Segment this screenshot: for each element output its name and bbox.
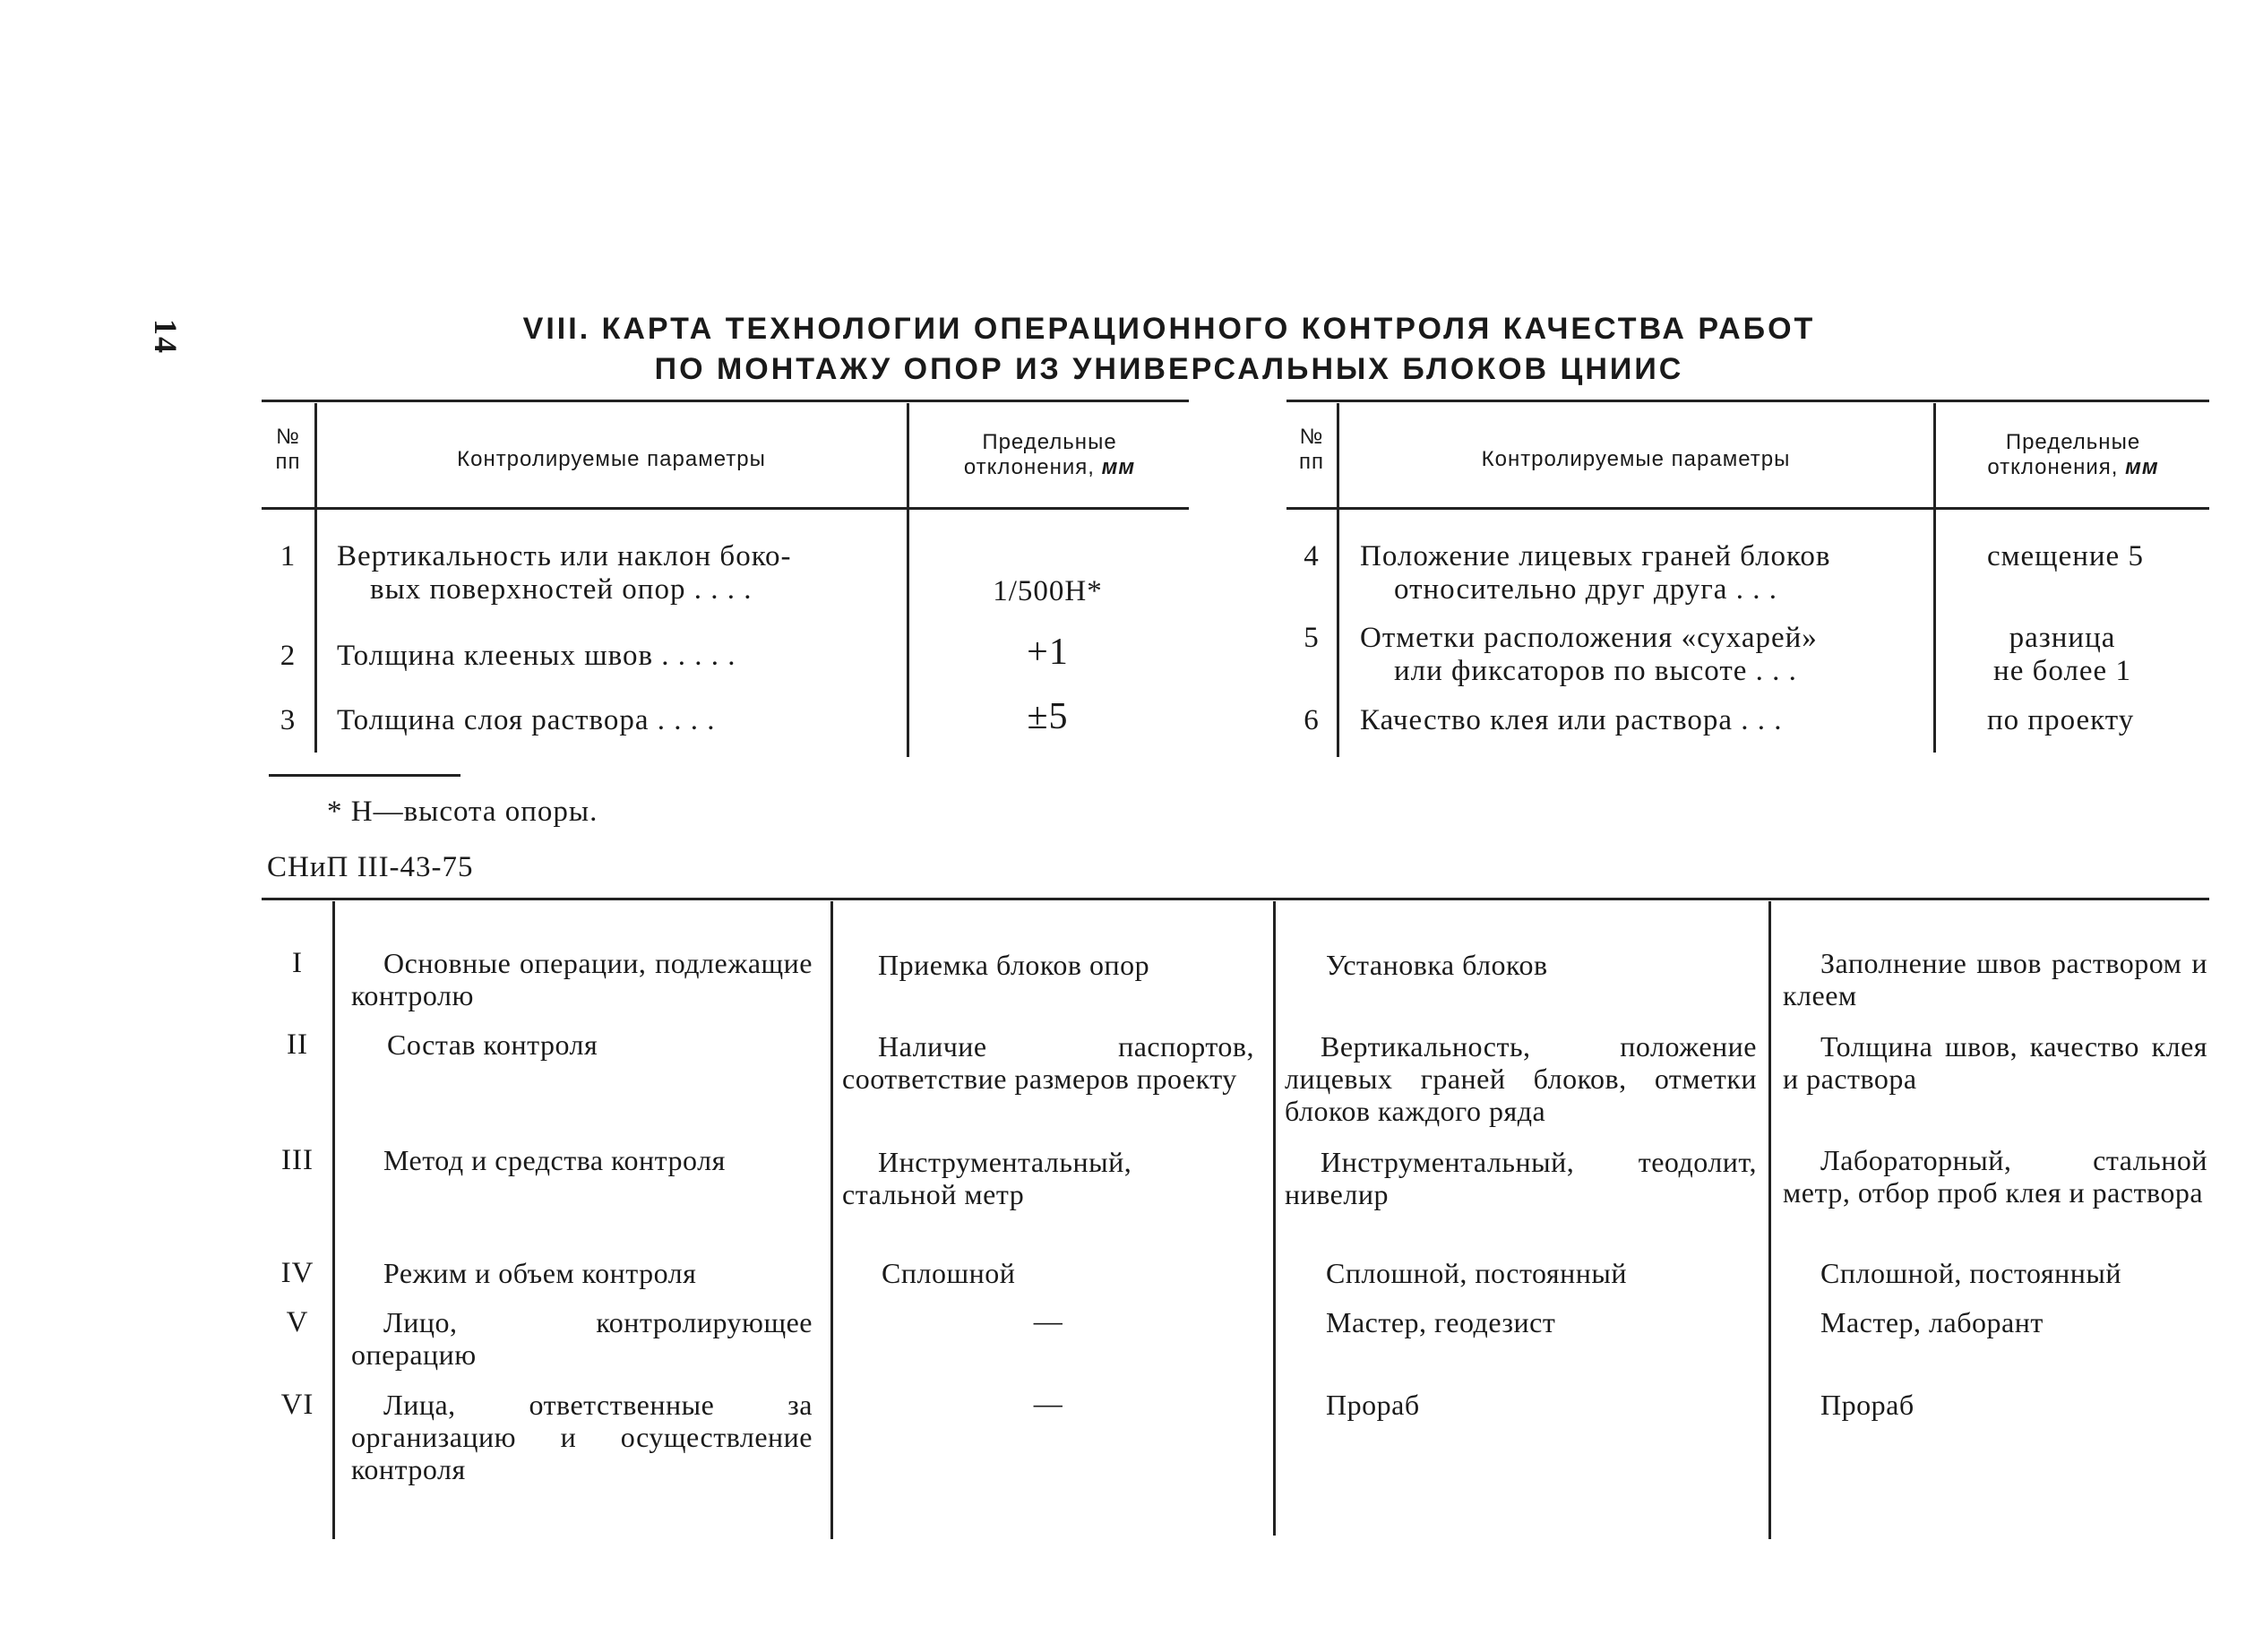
snip-reference: СНиП III-43-75 (267, 851, 474, 883)
row-deviation: смещение 5 (1987, 540, 2144, 572)
column-divider (1768, 901, 1771, 1539)
page-number: 14 (148, 319, 184, 355)
table-rule (262, 507, 1189, 510)
row-roman-numeral: III (281, 1144, 314, 1176)
row-cell-installation: Инструментальный, теодолит, нивелир (1285, 1146, 1757, 1210)
row-parameter: Толщина клееных швов . . . . . (337, 640, 736, 672)
row-parameter: Качество клея или раствора . . . (1360, 704, 1783, 736)
row-label: Основные операции, подлежащие контролю (351, 947, 813, 1011)
row-roman-numeral: II (287, 1028, 308, 1061)
document-title-line2: ПО МОНТАЖУ ОПОР ИЗ УНИВЕРСАЛЬНЫХ БЛОКОВ ЦНИИС (654, 352, 1684, 386)
row-roman-numeral: IV (280, 1257, 314, 1289)
row-number: 6 (1304, 704, 1320, 736)
header-number-abbr: пп (1299, 450, 1324, 474)
row-label: Состав контроля (387, 1028, 598, 1061)
row-cell-installation: Мастер, геодезист (1326, 1306, 1556, 1338)
row-roman-numeral: I (292, 947, 303, 979)
row-deviation: разница (2009, 622, 2116, 654)
row-roman-numeral: V (286, 1306, 309, 1338)
row-number: 3 (280, 704, 297, 736)
row-parameter: Отметки расположения «сухарей» (1360, 622, 1818, 654)
row-cell-installation: Установка блоков (1326, 949, 1548, 981)
row-cell-joint-filling: Прораб (1820, 1389, 1915, 1421)
header-number-abbr: пп (275, 450, 301, 474)
column-divider (1273, 901, 1276, 1536)
row-number: 1 (280, 540, 297, 572)
header-number (1286, 425, 1337, 475)
footnote: * Н—высота опоры. (327, 796, 598, 828)
row-cell-acceptance: Сплошной (882, 1257, 1016, 1289)
header-deviations (910, 430, 1189, 480)
column-divider (830, 901, 833, 1539)
header-deviations-unit: мм (2125, 455, 2159, 479)
column-divider (1337, 403, 1339, 757)
row-cell-installation: Сплошной, постоянный (1326, 1257, 1627, 1289)
header-deviations-line1: Предельные (982, 430, 1117, 454)
header-deviations (1937, 430, 2209, 480)
row-parameter: Вертикальность или наклон боко- (337, 540, 792, 572)
row-deviation: по проекту (1987, 704, 2135, 736)
row-deviation: ±5 (1027, 696, 1069, 737)
table-rule (1286, 507, 2209, 510)
row-parameter: Толщина слоя раствора . . . . (337, 704, 716, 736)
header-deviations-line1: Предельные (2005, 430, 2141, 454)
header-number-sign: № (276, 425, 300, 449)
document-title-line1: VIII. КАРТА ТЕХНОЛОГИИ ОПЕРАЦИОННОГО КОНТРОЛЯ КАЧЕСТВА РАБОТ (522, 312, 1816, 346)
header-deviations-line2: отклонения, (963, 455, 1095, 479)
row-cell-acceptance: — (1033, 1387, 1063, 1419)
row-cell-joint-filling: Лабораторный, стальной метр, отбор проб клея и раствора (1783, 1144, 2207, 1209)
row-cell-acceptance: — (1033, 1304, 1063, 1337)
header-deviations-line2: отклонения, (1987, 455, 2119, 479)
column-divider (314, 403, 317, 753)
row-label: Лицо, контролирующее операцию (351, 1306, 813, 1371)
column-divider (1933, 403, 1936, 753)
header-deviations-unit: мм (1101, 455, 1136, 479)
row-cell-acceptance: Наличие паспортов, соответствие размеров проекту (842, 1030, 1254, 1095)
row-cell-joint-filling: Толщина швов, качество клея и раствора (1783, 1030, 2207, 1095)
row-deviation: 1/500Н* (993, 575, 1103, 607)
row-number: 5 (1304, 622, 1320, 654)
header-parameters: Контролируемые параметры (1481, 447, 1791, 471)
row-deviation: +1 (1027, 632, 1069, 673)
row-cell-acceptance: Инструментальный, стальной метр (842, 1146, 1132, 1210)
header-number-sign: № (1299, 425, 1324, 449)
footnote-rule (269, 774, 460, 777)
row-cell-installation: Прораб (1326, 1389, 1420, 1421)
row-deviation-cont: не более 1 (1993, 655, 2131, 687)
row-roman-numeral: VI (280, 1389, 314, 1421)
row-cell-joint-filling: Сплошной, постоянный (1820, 1257, 2121, 1289)
header-parameters: Контролируемые параметры (457, 447, 766, 471)
row-parameter-cont: или фиксаторов по высоте . . . (1394, 655, 1797, 687)
row-cell-joint-filling: Мастер, лаборант (1820, 1306, 2044, 1338)
row-label: Режим и объем контроля (383, 1257, 697, 1289)
row-label: Метод и средства контроля (383, 1144, 726, 1176)
row-parameter: Положение лицевых граней блоков (1360, 540, 1831, 572)
row-cell-joint-filling: Заполнение швов раствором и клеем (1783, 947, 2207, 1011)
column-divider (332, 901, 335, 1539)
row-parameter-cont: относительно друг друга . . . (1394, 573, 1777, 606)
header-number (262, 425, 314, 475)
row-parameter-cont: вых поверхностей опор . . . . (370, 573, 753, 606)
row-cell-acceptance: Приемка блоков опор (878, 949, 1150, 981)
table-rule (262, 898, 2209, 900)
row-number: 2 (280, 640, 297, 672)
table-rule (1286, 400, 2209, 402)
row-label: Лица, ответственные за организацию и осуществление контроля (351, 1389, 813, 1485)
row-number: 4 (1304, 540, 1320, 572)
table-rule (262, 400, 1189, 402)
row-cell-installation: Вертикальность, положение лицевых граней блоков, отметки блоков каждого ряда (1285, 1030, 1757, 1127)
